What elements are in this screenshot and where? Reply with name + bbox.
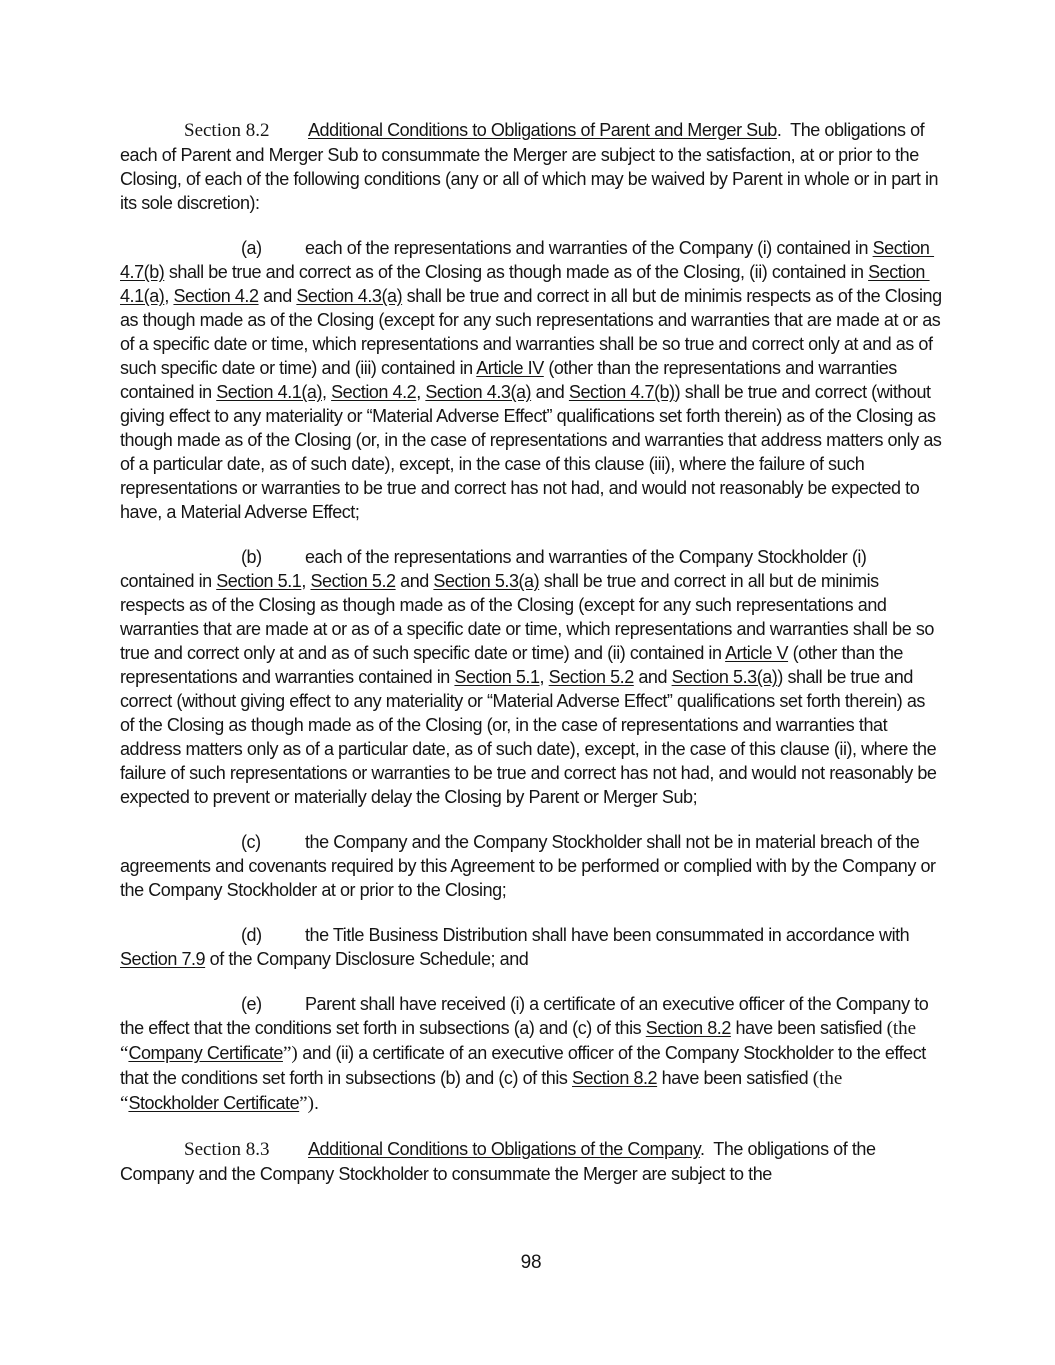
paragraph-section-8-2 <box>120 118 942 215</box>
underlined-reference: Section 5.2 <box>548 667 634 687</box>
text-run: and <box>258 286 297 306</box>
text-run: , <box>539 667 549 687</box>
underlined-reference: Additional Conditions to Obligations of Parent and Merger Sub <box>308 120 777 140</box>
paragraph-d <box>120 923 942 971</box>
text-run: shall be true and correct as of the Closing as though made as of the Closing, (ii) contained in <box>164 262 869 282</box>
underlined-reference: Section 4.2 <box>331 382 417 402</box>
paragraph-label: (e) <box>241 994 262 1014</box>
text-run: ) shall be true and correct (without giving effect to any materiality or “Material Adverse Effect” qualifications set forth therein) as of the Closing as though made as of the Closing (or, in the case of representations and warranties that address matters only as of a particular date, as of such date), except, in the case of this clause (ii), where the failure of such representations or warranties to be true and correct has not had, and would not reasonably be expected to prevent or materially delay the Closing by Parent or Merger Sub; <box>120 667 942 807</box>
text-run: . <box>313 1093 319 1113</box>
text-run: shall be true and correct in all but de minimis respects as of the Closing as though made as of the Closing (except for any such representations and warranties that are made at or as of a specific date or time, which representations and warranties shall be so true and correct only at and as of such specific date or time) and (iii) contained in <box>120 286 947 378</box>
text-run: (the “ <box>120 1068 848 1114</box>
text-run: , <box>416 382 426 402</box>
underlined-reference: Section 4.1(a) <box>120 262 930 306</box>
underlined-reference: Section 4.3(a) <box>425 382 532 402</box>
underlined-reference: Article IV <box>476 358 544 378</box>
underlined-reference: Section 4.7(b) <box>120 238 935 282</box>
underlined-reference: Section 5.2 <box>310 571 396 591</box>
underlined-reference: Section 4.2 <box>173 286 259 306</box>
text-run: ”) <box>299 1093 314 1114</box>
text-run: , <box>164 286 174 306</box>
paragraph-label: Section 8.3 <box>184 1139 270 1160</box>
text-run: have been satisfied <box>657 1068 813 1088</box>
text-run: , <box>322 382 332 402</box>
text-run: each of the representations and warranties of the Company Stockholder (i) contained in <box>120 547 872 591</box>
text-run: the Title Business Distribution shall have been consummated in accordance with <box>305 925 914 945</box>
underlined-reference: Section 5.1 <box>454 667 540 687</box>
text-run: . The obligations of the Company and the Company Stockholder to consummate the Merger are subject to the <box>120 1139 881 1184</box>
underlined-reference: Article V <box>725 643 789 663</box>
paragraph-label: (a) <box>241 238 262 258</box>
underlined-reference: Section 7.9 <box>120 949 206 969</box>
text-run: shall be true and correct in all but de minimis respects as of the Closing as though made as of the Closing (except for any such representations and warranties that are made at or as of a specific date or time, which representations and warranties shall be so true and correct only at and as of such specific date or time) and (ii) contained in <box>120 571 939 663</box>
paragraph-label: (b) <box>241 547 262 567</box>
underlined-reference: Section 4.1(a) <box>216 382 322 402</box>
text-run: ) shall be true and correct (without giving effect to any materiality or “Material Adverse Effect” qualifications set forth therein) as of the Closing as though made as of the Closing (or, in the case of representations and warranties that address matters only as of a particular date, as of such date), except, in the case of this clause (iii), where the failure of such representations or warranties to be true and correct has not had, and would not reasonably be expected to have, a Material Adverse Effect; <box>120 382 946 522</box>
paragraph-label: (d) <box>241 925 262 945</box>
text-run: the Company and the Company Stockholder shall not be in material breach of the agreements and covenants required by this Agreement to be performed or complied with by the Company or the Company Stockholder at or prior to the Closing; <box>120 832 941 900</box>
text-run: each of the representations and warranties of the Company (i) contained in <box>305 238 873 258</box>
underlined-reference: Section 8.2 <box>572 1068 658 1088</box>
document-body <box>120 118 947 1207</box>
underlined-reference: Section 4.7(b) <box>568 382 675 402</box>
text-run: (other than the representations and warranties contained in <box>120 643 908 687</box>
paragraph-label: Section 8.2 <box>184 120 270 141</box>
text-run: of the Company Disclosure Schedule; and <box>205 949 529 969</box>
paragraph-b <box>120 545 942 809</box>
underlined-reference: Section 8.2 <box>645 1018 731 1038</box>
underlined-reference: Section 5.3(a) <box>433 571 540 591</box>
underlined-reference: Company Certificate <box>128 1043 283 1063</box>
underlined-reference: Stockholder Certificate <box>128 1093 300 1113</box>
text-run: and <box>531 382 569 402</box>
page-number: 98 <box>520 1252 542 1273</box>
text-run: Parent shall have received (i) a certificate of an executive officer of the Company to the effect that the conditions set forth in subsections (a) and (c) of this <box>120 994 933 1038</box>
underlined-reference: Section 4.3(a) <box>296 286 403 306</box>
underlined-reference: Section 5.3(a) <box>671 667 778 687</box>
paragraph-c <box>120 830 942 902</box>
text-run: ”) <box>282 1043 298 1064</box>
text-run: have been satisfied <box>730 1018 887 1038</box>
paragraph-section-8-3 <box>120 1137 942 1186</box>
text-run: and (ii) a certificate of an executive officer of the Company Stockholder to the effect that the conditions set forth in subsections (b) and (c) of this <box>120 1043 931 1088</box>
text-run: (other than the representations and warranties contained in <box>120 358 902 402</box>
text-run: and <box>633 667 672 687</box>
text-run: (the “ <box>120 1018 921 1064</box>
paragraph-a <box>120 236 947 524</box>
underlined-reference: Additional Conditions to Obligations of the Company <box>308 1139 700 1159</box>
text-run: and <box>395 571 434 591</box>
paragraph-e <box>120 992 942 1116</box>
paragraph-label: (c) <box>241 832 261 852</box>
text-run: , <box>301 571 311 591</box>
text-run: . The obligations of each of Parent and Merger Sub to consummate the Merger are subject to the satisfaction, at or prior to the Closing, of each of the following conditions (any or all of which may be waived by Parent in whole or in part in its sole discretion): <box>120 120 943 213</box>
underlined-reference: Section 5.1 <box>216 571 302 591</box>
